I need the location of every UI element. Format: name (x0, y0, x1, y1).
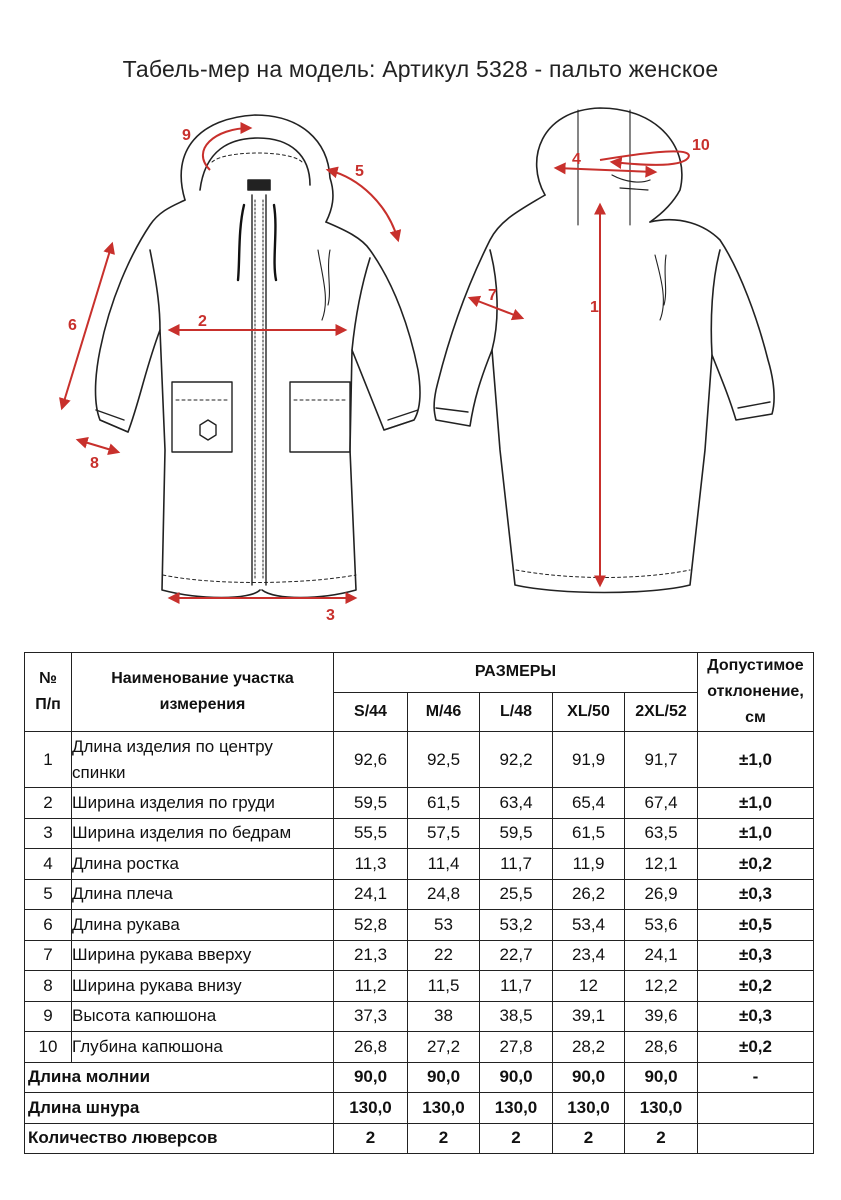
table-row (25, 788, 814, 819)
row-tolerance: ±0,2 (698, 1032, 814, 1063)
summary-value: 90,0 (480, 1062, 553, 1093)
measurement-lines (62, 128, 689, 598)
summary-value: 90,0 (408, 1062, 480, 1093)
header-name: Наименование участка измерения (72, 653, 334, 732)
row-number: 2 (25, 788, 72, 819)
row-value: 39,6 (625, 1001, 698, 1032)
row-tolerance: ±0,3 (698, 879, 814, 910)
row-tolerance: ±0,2 (698, 971, 814, 1002)
table-row (25, 1032, 814, 1063)
summary-value: 2 (625, 1123, 698, 1154)
summary-row (25, 1062, 814, 1093)
summary-value: 90,0 (625, 1062, 698, 1093)
summary-value: 130,0 (625, 1093, 698, 1124)
row-value: 11,7 (480, 849, 553, 880)
row-tolerance: ±0,2 (698, 849, 814, 880)
back-body (434, 195, 774, 593)
header-size-l: L/48 (480, 692, 553, 732)
row-value: 26,9 (625, 879, 698, 910)
callout-5: 5 (355, 163, 364, 180)
row-name: Высота капюшона (72, 1001, 334, 1032)
callout-10: 10 (692, 137, 710, 154)
row-tolerance: ±0,3 (698, 1001, 814, 1032)
row-value: 22 (408, 940, 480, 971)
row-value: 11,9 (553, 849, 625, 880)
row-value: 26,2 (553, 879, 625, 910)
summary-name: Количество люверсов (25, 1123, 334, 1154)
table-row (25, 879, 814, 910)
row-value: 11,5 (408, 971, 480, 1002)
row-value: 22,7 (480, 940, 553, 971)
row-value: 53 (408, 910, 480, 941)
row-name: Длина рукава (72, 910, 334, 941)
row-value: 55,5 (334, 818, 408, 849)
header-size-s: S/44 (334, 692, 408, 732)
row-value: 25,5 (480, 879, 553, 910)
header-size-xl: XL/50 (553, 692, 625, 732)
table-row (25, 849, 814, 880)
header-size-2xl: 2XL/52 (625, 692, 698, 732)
row-value: 11,3 (334, 849, 408, 880)
summary-value: 2 (334, 1123, 408, 1154)
row-value: 11,2 (334, 971, 408, 1002)
row-tolerance: ±1,0 (698, 788, 814, 819)
row-value: 61,5 (408, 788, 480, 819)
table-row (25, 940, 814, 971)
row-value: 59,5 (334, 788, 408, 819)
size-chart-table (24, 652, 814, 1154)
left-body (96, 200, 261, 598)
measure-8-line (78, 440, 118, 452)
table-row (25, 1001, 814, 1032)
summary-value: 130,0 (480, 1093, 553, 1124)
row-value: 12,1 (625, 849, 698, 880)
callout-4: 4 (572, 151, 581, 168)
row-value: 11,7 (480, 971, 553, 1002)
summary-value: 2 (480, 1123, 553, 1154)
callout-9: 9 (182, 127, 191, 144)
row-value: 24,1 (625, 940, 698, 971)
row-value: 53,6 (625, 910, 698, 941)
row-value: 53,2 (480, 910, 553, 941)
callout-2: 2 (198, 313, 207, 330)
summary-value: 130,0 (334, 1093, 408, 1124)
summary-value: 90,0 (553, 1062, 625, 1093)
row-number: 4 (25, 849, 72, 880)
table-row (25, 818, 814, 849)
row-name: Длина ростка (72, 849, 334, 880)
row-value: 92,2 (480, 732, 553, 788)
summary-value: 90,0 (334, 1062, 408, 1093)
callout-1: 1 (590, 299, 599, 316)
row-name: Глубина капюшона (72, 1032, 334, 1063)
table-row (25, 910, 814, 941)
callout-8: 8 (90, 455, 99, 472)
back-view (434, 108, 774, 593)
row-tolerance: ±0,5 (698, 910, 814, 941)
row-value: 39,1 (553, 1001, 625, 1032)
row-name: Ширина изделия по бедрам (72, 818, 334, 849)
summary-row (25, 1093, 814, 1124)
row-number: 10 (25, 1032, 72, 1063)
measure-5-line (328, 170, 398, 240)
summary-value: 130,0 (408, 1093, 480, 1124)
summary-tolerance: - (698, 1062, 814, 1093)
row-value: 24,8 (408, 879, 480, 910)
row-value: 21,3 (334, 940, 408, 971)
row-value: 23,4 (553, 940, 625, 971)
row-value: 92,6 (334, 732, 408, 788)
table-row (25, 971, 814, 1002)
row-value: 91,9 (553, 732, 625, 788)
row-name: Ширина рукава вверху (72, 940, 334, 971)
size-chart-body (25, 732, 814, 1154)
callout-7: 7 (488, 287, 497, 304)
row-value: 38,5 (480, 1001, 553, 1032)
header-size-m: M/46 (408, 692, 480, 732)
row-value: 65,4 (553, 788, 625, 819)
row-tolerance: ±0,3 (698, 940, 814, 971)
row-number: 7 (25, 940, 72, 971)
row-value: 38 (408, 1001, 480, 1032)
row-value: 52,8 (334, 910, 408, 941)
row-name: Ширина изделия по груди (72, 788, 334, 819)
row-number: 1 (25, 732, 72, 788)
row-value: 12 (553, 971, 625, 1002)
summary-value: 2 (553, 1123, 625, 1154)
row-value: 27,2 (408, 1032, 480, 1063)
summary-value: 2 (408, 1123, 480, 1154)
front-view (96, 115, 421, 598)
summary-name: Длина молнии (25, 1062, 334, 1093)
row-value: 37,3 (334, 1001, 408, 1032)
header-sizes-group: РАЗМЕРЫ (334, 653, 698, 693)
header-num: № П/п (25, 653, 72, 732)
measure-10-line (600, 151, 689, 164)
measure-9-line (203, 128, 250, 170)
summary-name: Длина шнура (25, 1093, 334, 1124)
row-value: 53,4 (553, 910, 625, 941)
row-number: 9 (25, 1001, 72, 1032)
row-value: 27,8 (480, 1032, 553, 1063)
summary-tolerance (698, 1123, 814, 1154)
summary-row (25, 1123, 814, 1154)
summary-tolerance (698, 1093, 814, 1124)
row-value: 91,7 (625, 732, 698, 788)
header-tolerance: Допустимое отклонение, см (698, 653, 814, 732)
row-name: Длина плеча (72, 879, 334, 910)
row-number: 5 (25, 879, 72, 910)
row-value: 92,5 (408, 732, 480, 788)
row-value: 24,1 (334, 879, 408, 910)
row-value: 61,5 (553, 818, 625, 849)
row-value: 26,8 (334, 1032, 408, 1063)
measure-4-line (556, 168, 655, 172)
row-number: 8 (25, 971, 72, 1002)
row-tolerance: ±1,0 (698, 818, 814, 849)
callout-3: 3 (326, 607, 335, 624)
row-value: 63,5 (625, 818, 698, 849)
row-name: Длина изделия по центру спинки (72, 732, 334, 788)
row-value: 59,5 (480, 818, 553, 849)
row-number: 3 (25, 818, 72, 849)
table-row (25, 732, 814, 788)
hood-outline (181, 115, 333, 222)
row-name: Ширина рукава внизу (72, 971, 334, 1002)
row-value: 57,5 (408, 818, 480, 849)
page-title: Табель-мер на модель: Артикул 5328 - пальто женское (122, 56, 719, 82)
row-value: 63,4 (480, 788, 553, 819)
row-tolerance: ±1,0 (698, 732, 814, 788)
summary-value: 130,0 (553, 1093, 625, 1124)
row-value: 67,4 (625, 788, 698, 819)
row-value: 28,6 (625, 1032, 698, 1063)
row-value: 11,4 (408, 849, 480, 880)
row-value: 12,2 (625, 971, 698, 1002)
callout-6: 6 (68, 317, 77, 334)
row-value: 28,2 (553, 1032, 625, 1063)
row-number: 6 (25, 910, 72, 941)
